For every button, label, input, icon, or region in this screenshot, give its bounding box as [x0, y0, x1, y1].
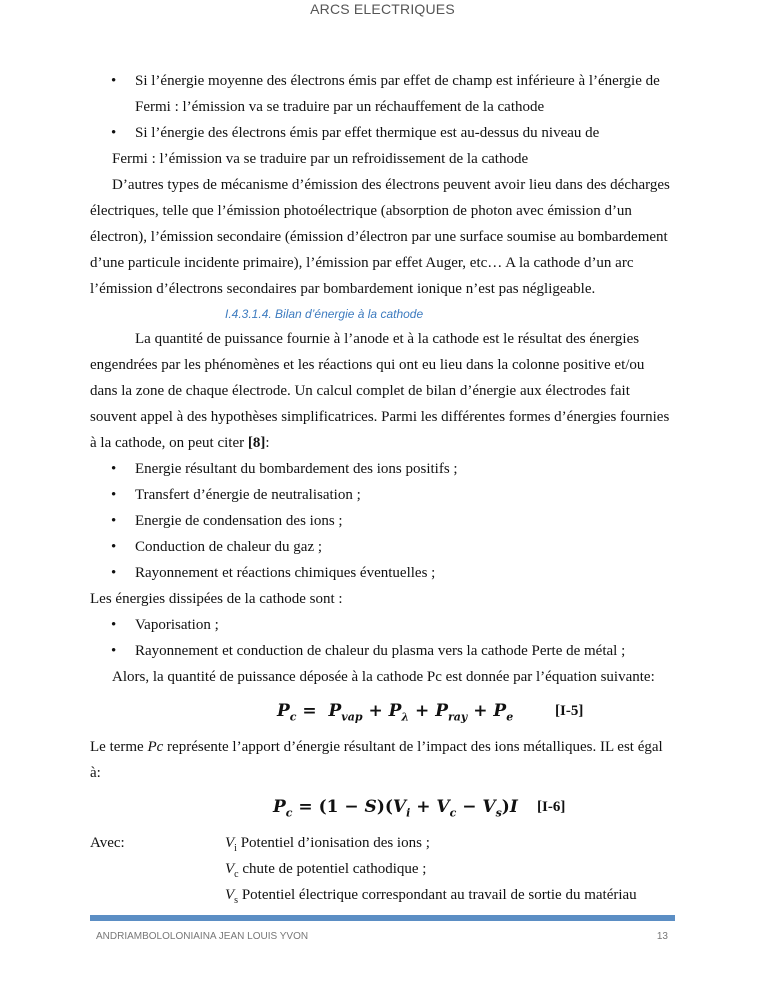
- list-item: • Vaporisation ;: [90, 612, 675, 638]
- equation-formula: $P_c = P_{vap} + P_\lambda + P_{ray} + P_e$: [277, 701, 514, 724]
- paragraph-energies-dissipees: Les énergies dissipées de la cathode sont :: [90, 591, 343, 607]
- symbol: V: [225, 835, 235, 851]
- definition-vs: [225, 882, 637, 914]
- definition-text: Potentiel d’ionisation des ions ;: [236, 835, 430, 851]
- paragraph-text: représente l’apport d’énergie résultant de l’impact des ions métalliques. IL est égal à:: [90, 739, 663, 781]
- list-item: • Si l’énergie des électrons émis par effet thermique est au-dessus du niveau de: [90, 120, 675, 146]
- equation-i5: [90, 690, 675, 734]
- symbol-pc: Pc: [147, 739, 164, 755]
- page-footer: [96, 931, 668, 942]
- list-item: • Transfert d’énergie de neutralisation ;: [90, 482, 675, 508]
- symbol-subscript: i: [234, 843, 237, 854]
- list-item: • Energie de condensation des ions ;: [90, 508, 675, 534]
- paragraph-quantite-puissance: [90, 326, 675, 456]
- paragraph-terme-pc: [90, 734, 675, 786]
- list-item: • Conduction de chaleur du gaz ;: [90, 534, 675, 560]
- paragraph-autres-mecanismes: D’autres types de mécanisme d’émission des électrons peuvent avoir lieu dans des décharges électriques, telle que l’émission photoélectrique (absorption de photon avec émission d’un électron), l’émission secondaire (émission d’électron par une surface soumise au bombardement d’une particule incidente primaire), l’émission par effet Auger, etc… A la cathode d’un arc l’émission d’électrons secondaires par bombardement ionique n’est pas négligeable.: [90, 177, 670, 297]
- symbol: V: [225, 861, 235, 877]
- equation-number: [I-6]: [537, 799, 566, 815]
- bullet-list-energies-fournies: [90, 456, 675, 586]
- definition-row: [90, 830, 675, 856]
- section-heading: I.4.3.1.4. Bilan d’énergie à la cathode: [225, 307, 424, 321]
- page-number: 13: [656, 931, 668, 942]
- list-item: • Rayonnement et conduction de chaleur du plasma vers la cathode Perte de métal ;: [90, 638, 675, 664]
- symbol-subscript: c: [234, 869, 239, 880]
- footer-author: ANDRIAMBOLOLONIAINA JEAN LOUIS YVON: [96, 931, 309, 942]
- symbol-subscript: s: [234, 895, 239, 906]
- page-body: [90, 68, 675, 908]
- footer-rule: [90, 915, 675, 921]
- equation-number: [I-5]: [555, 703, 584, 719]
- page-header: ARCS ELECTRIQUES: [310, 1, 455, 17]
- paragraph-text: La quantité de puissance fournie à l’anode et à la cathode est le résultat des énergies engendrées par les phénomènes et les réactions qui ont eu lieu dans la colonne positive et/ou dans la zone de chaque électrode. Un calcul complet de bilan d’énergie aux électrodes fait souvent appel à des hypothèses simplificatrices. Parmi les différentes formes d’énergies fournies à la cathode, on peut citer: [90, 331, 670, 451]
- list-item: • Si l’énergie moyenne des électrons émis par effet de champ est inférieure à l’énergie de Fermi : l’émission va se traduire par un réchauffement de la cathode: [90, 68, 675, 120]
- avec-label: Avec:: [90, 835, 125, 851]
- definition-row: [90, 882, 675, 908]
- definition-text: Potentiel électrique correspondant au travail de sortie du matériau: [238, 887, 637, 903]
- paragraph-fermi: Fermi : l’émission va se traduire par un refroidissement de la cathode: [112, 151, 529, 167]
- symbol: V: [225, 887, 235, 903]
- citation-ref: [8]: [247, 435, 266, 451]
- paragraph-text: Le terme: [90, 739, 148, 755]
- list-item: • Rayonnement et réactions chimiques éventuelles ;: [90, 560, 675, 586]
- equation-formula: $P_c = (1 - S)(V_i + V_c - V_s)I$: [273, 797, 518, 820]
- bullet-list-energies-dissipees: [90, 612, 675, 664]
- equation-i6: [90, 786, 675, 830]
- definition-row: [90, 856, 675, 882]
- list-item: • Energie résultant du bombardement des ions positifs ;: [90, 456, 675, 482]
- definition-text: chute de potentiel cathodique ;: [238, 861, 427, 877]
- bullet-list-emission: [90, 68, 675, 146]
- paragraph-text-end: :: [265, 435, 270, 451]
- paragraph-alors: Alors, la quantité de puissance déposée à la cathode Pc est donnée par l’équation suivante:: [112, 669, 655, 685]
